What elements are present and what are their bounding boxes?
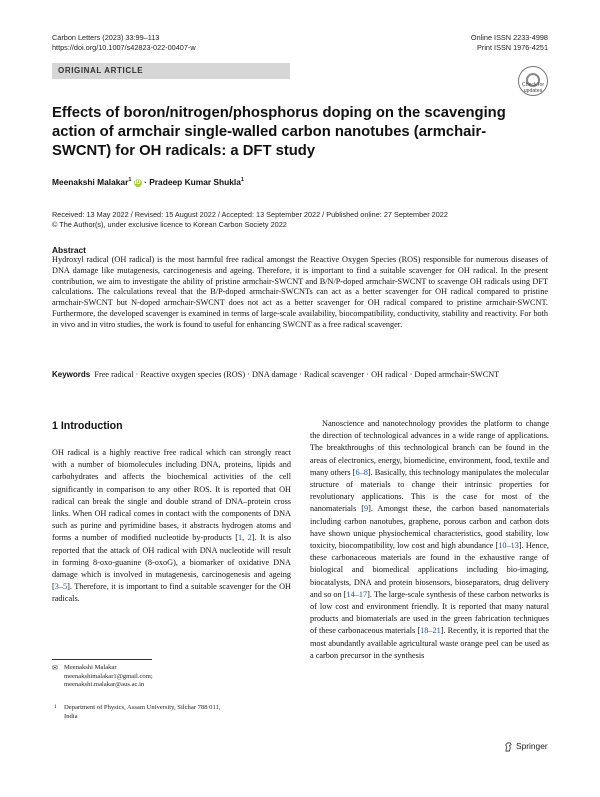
body-text: ]. Amongst these, the carbon based nanomaterials including carbon nanotubes, graphene, porous carbon and carbon dots have shown unique physiochemical characteristics, good stability, low toxicity, biocompatibility, low cost and high abundance [ — [310, 504, 550, 551]
body-text: ]. Hence, these carbonaceous materials are found in the exhaustive range of biological and biomedical applications including bio-imaging, biocatalysts, DNA and protein biosensors, bioseparators, drug delivery and so on [ — [310, 541, 549, 599]
author-separator: · — [141, 177, 150, 187]
body-text: ]. Therefore, it is important to find a suitable scavenger for the OH radicals. — [52, 582, 291, 604]
envelope-icon: ✉ — [52, 664, 58, 672]
keywords-list: Free radical · Reactive oxygen species (ROS) · DNA damage · Radical scavenger · OH radical · Doped armchair-SWCNT — [94, 370, 500, 379]
affiliation-number: 1 — [54, 704, 57, 710]
body-text: Nanoscience and nanotechnology provides the platform to change the direction of technological advances in a wide range of applications. The breakthroughs of this technological branch can be found in the areas of electronics, energy, biomedicine, environment, food, textile and many others [ — [310, 419, 549, 477]
body-column-left — [52, 447, 291, 606]
article-title: Effects of boron/nitrogen/phosphorus doping on the scavenging action of armchair single-walled carbon nanotubes (armchair-SWCNT) for OH radicals: a DFT study — [52, 105, 506, 159]
citation-link[interactable]: 6–8 — [355, 467, 368, 477]
email-link[interactable]: meenakshimalakar1@gmail.com; — [64, 672, 153, 680]
history-dates: Received: 13 May 2022 / Revised: 15 August 2022 / Accepted: 13 September 2022 / Published online: 27 September 2022 — [52, 210, 448, 219]
affiliation-line: Department of Physics, Assam University, Silchar 788 011, — [64, 704, 221, 711]
springer-horse-icon — [504, 742, 513, 752]
citation-link[interactable]: 14–17 — [346, 589, 368, 599]
citation-link[interactable]: 3–5 — [54, 582, 68, 592]
body-text: ]. Recently, it is reported that the most abundantly available agricultural waste orange peel can be used as a carbon precursor in the synthesis — [310, 626, 549, 660]
footnote-divider — [52, 659, 152, 660]
abstract-heading: Abstract — [52, 245, 86, 255]
citation-link[interactable]: 9 — [363, 504, 369, 514]
body-text: ]. It is also reported that the attack of OH radical with DNA nucleotide will result in forming 8-oxo-guanine (8-oxoG), a biomarker of oxidative DNA damage which is involved in mutagenesis, carcinogenesis and ageing [ — [52, 533, 291, 592]
affiliation — [64, 704, 284, 721]
orcid-icon[interactable]: iD — [134, 179, 141, 186]
publication-dates — [52, 210, 552, 230]
keywords — [52, 370, 548, 381]
paragraph — [310, 418, 549, 662]
author-list — [52, 177, 244, 187]
abstract-text: Hydroxyl radical (OH radical) is the most harmful free radical amongst the Reactive Oxygen Species (ROS) responsible for numerous diseases of DNA damage like mutagenesis, carcinogenesis and ageing. Therefore, it is important to find a suitable scavenger for OH radical. In the present contribution, we aim to investigate the ability of pristine armchair-SWCNT and B/N/P-doped armchair-SWCNT to scavenge OH radicals using DFT calculations. The calculations reveal that the B/P-doped armchair-SWCNTs can act as a better scavenger for OH radical compared to pristine armchair-SWCNT but N-doped armchair-SWCNT does not act as a better scavenger for OH radical compared to pristine armchair-SWCNT. Furthermore, the developed scavenger is examined in terms of large-scale availability, biocompatibility, conductivity, stability and reactivity. For both in vivo and in vitro studies, the work is found to useful for enhancing SWCNT as a free radical scavenger. — [52, 255, 548, 329]
body-text: ]. Basically, this technology manipulates the molecular structure of materials to change their intrinsic properties for revolutionary applications. This is the case for most of the nanomaterials [ — [310, 467, 549, 514]
affiliation-marker: 1 — [128, 177, 132, 184]
online-issn: Online ISSN 2233-4998 — [470, 33, 548, 42]
citation-link[interactable]: 18–21 — [420, 626, 441, 636]
article-type: ORIGINAL ARTICLE — [58, 66, 144, 75]
journal-citation: Carbon Letters (2023) 33:99–113 — [52, 33, 160, 42]
keywords-label: Keywords — [52, 370, 91, 379]
author-name[interactable]: Meenakshi Malakar — [52, 177, 129, 187]
check-label-line1: Check for — [521, 82, 545, 88]
body-text: , — [242, 533, 248, 543]
body-text: ]. The large-scale synthesis of these carbon networks is of low cost and environment friendly. It is reported that many natural products and biomaterials are used in the green fabrication techniques of these carbonaceous materials [ — [310, 589, 549, 636]
check-for-updates-label[interactable] — [514, 82, 552, 94]
print-issn: Print ISSN 1976-4251 — [477, 43, 548, 52]
citation-link[interactable]: 10–13 — [498, 541, 519, 551]
email-link[interactable]: meenakshi.malakar@aus.ac.in — [64, 681, 145, 689]
citation-link[interactable]: 1 — [237, 533, 243, 543]
corresponding-author — [64, 664, 284, 690]
affiliation-line: India — [64, 712, 78, 720]
paragraph — [52, 447, 291, 606]
citation-link[interactable]: 2 — [247, 533, 252, 543]
body-column-right — [310, 418, 549, 662]
section-heading: 1 Introduction — [52, 420, 123, 432]
doi-link[interactable]: https://doi.org/10.1007/s42823-022-00407-w — [52, 43, 196, 52]
corresponding-name: Meenakshi Malakar — [64, 664, 117, 671]
body-text: OH radical is a highly reactive free radical which can strongly react with a number of biomolecules including DNA, proteins, lipids and carbohydrates and affects the biochemical activities of the cell significantly in comparison to any other ROS. It is reported that OH radical can break the single and double strand of DNA–protein cross links. When OH radical comes in contact with the components of DNA such as purine and pyrimidine bases, it abstracts hydrogen atoms and forms a number of modified nucleotide by-products [ — [52, 448, 291, 543]
check-label-line2: updates — [523, 88, 543, 94]
author-name[interactable]: Pradeep Kumar Shukla — [149, 177, 241, 187]
copyright-line: © The Author(s), under exclusive licence to Korean Carbon Society 2022 — [52, 220, 287, 229]
affiliation-marker: 1 — [240, 177, 244, 184]
publisher-logo — [504, 741, 548, 752]
publisher-name: Springer — [516, 741, 548, 751]
